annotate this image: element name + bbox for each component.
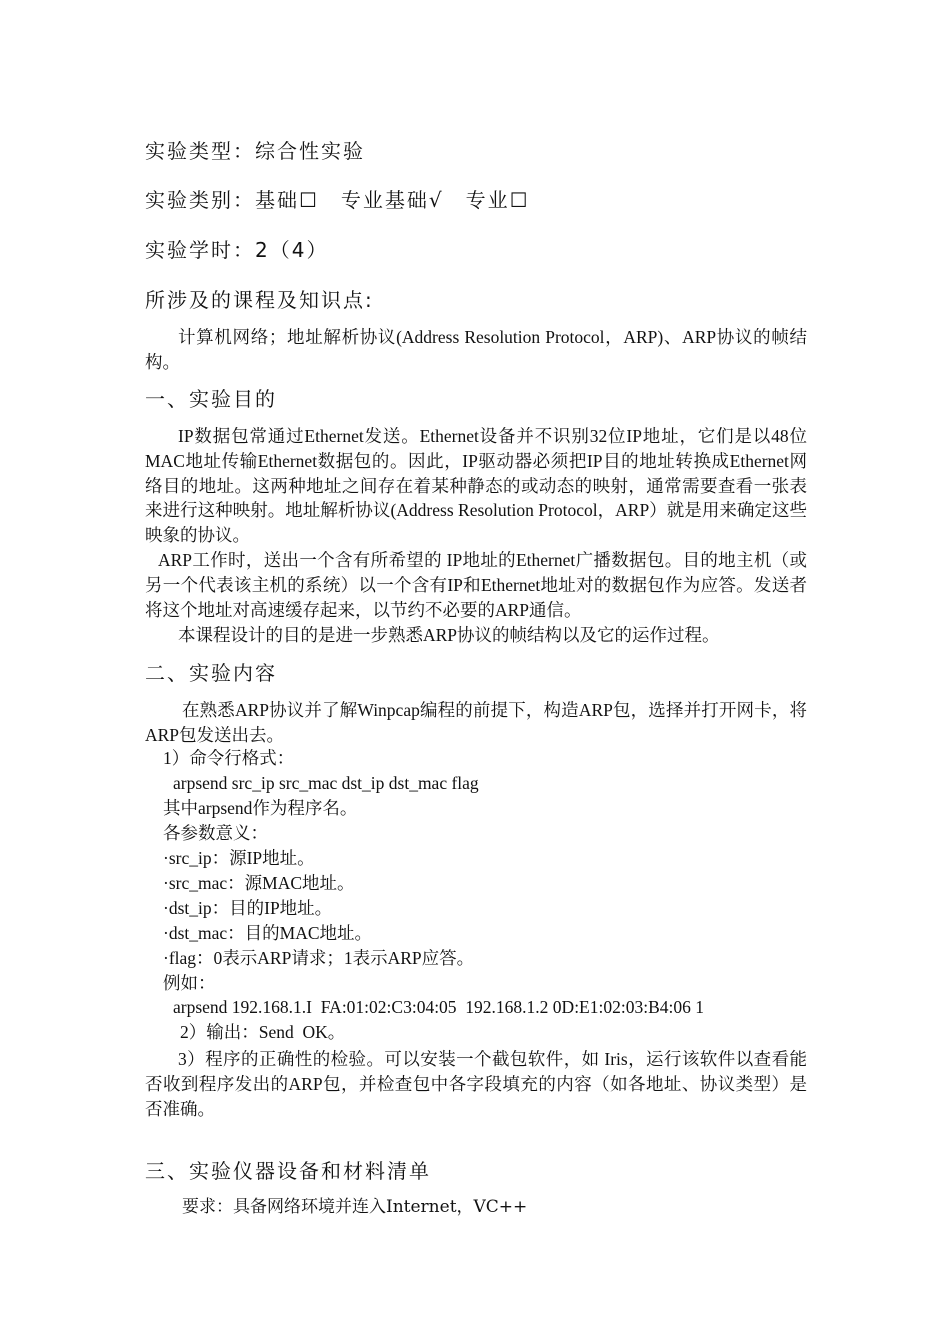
experiment-type: 实验类型：综合性实验 <box>145 139 365 163</box>
command-format: arpsend src_ip src_mac dst_ip dst_mac flag <box>173 773 479 793</box>
section-1-paragraph-2: ARP工作时，送出一个含有所希望的 IP地址的Ethernet广播数据包。目的地主机（或另一个代表该主机的系统）以一个含有IP和Ethernet地址对的数据包作为应答。发送者将这个地址对高速缓存起来，以节约不必要的ARP通信。 <box>145 550 807 620</box>
section-1-heading: 一、实验目的 <box>145 387 277 411</box>
courses-heading: 所涉及的课程及知识点: <box>145 288 374 312</box>
params-title: 各参数意义： <box>163 823 268 843</box>
item-3-verification: 3）程序的正确性的检验。可以安装一个截包软件，如 Iris，运行该软件以查看能否收到程序发出的ARP包，并检查包中各字段填充的内容（如各地址、协议类型）是否准确。 <box>145 1049 807 1119</box>
courses-text: 计算机网络；地址解析协议(Address Resolution Protocol，ARP)、ARP协议的帧结构。 <box>145 327 807 372</box>
program-name-note: 其中arpsend作为程序名。 <box>163 798 358 818</box>
param-src-ip: ·src_ip：源IP地址。 <box>163 848 315 868</box>
section-3-requirements: 要求：具备网络环境并连入Internet，VC++ <box>182 1197 528 1217</box>
section-2-intro: 在熟悉ARP协议并了解Winpcap编程的前提下，构造ARP包，选择并打开网卡，将ARP包发送出去。 <box>145 700 807 745</box>
param-dst-ip: ·dst_ip：目的IP地址。 <box>163 898 333 918</box>
section-3-heading: 三、实验仪器设备和材料清单 <box>145 1159 431 1183</box>
item-1-title: 1）命令行格式： <box>163 748 295 768</box>
param-dst-mac: ·dst_mac：目的MAC地址。 <box>163 923 373 943</box>
example-title: 例如： <box>163 973 216 993</box>
section-1-paragraph-1: IP数据包常通过Ethernet发送。Ethernet设备并不识别32位IP地址，它们是以48位MAC地址传输Ethernet数据包的。因此，IP驱动器必须把IP目的地址转换成Ethernet网络目的地址。这两种地址之间存在着某种静态的或动态的映射，通常需要查看一张表来进行这种映射。地址解析协议(Address Resolution Protocol，ARP）就是用来确定这些映象的协议。 <box>145 426 807 546</box>
example-command: arpsend 192.168.1.I FA:01:02:C3:04:05 192.168.1.2 0D:E1:02:03:B4:06 1 <box>173 997 704 1017</box>
item-2-output: 2）输出：Send OK。 <box>180 1022 346 1042</box>
param-src-mac: ·src_mac：源MAC地址。 <box>163 873 355 893</box>
experiment-category: 实验类别：基础☐ 专业基础√ 专业☐ <box>145 188 530 212</box>
section-1-paragraph-3: 本课程设计的目的是进一步熟悉ARP协议的帧结构以及它的运作过程。 <box>178 625 720 645</box>
section-2-heading: 二、实验内容 <box>145 661 277 685</box>
experiment-hours: 实验学时：2（4） <box>145 238 329 262</box>
param-flag: ·flag：0表示ARP请求；1表示ARP应答。 <box>163 948 475 968</box>
